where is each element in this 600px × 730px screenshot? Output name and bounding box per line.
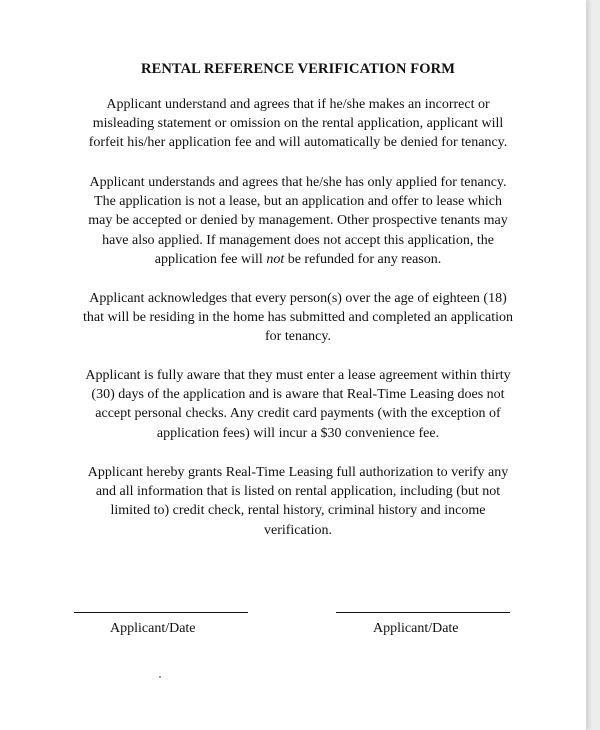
paragraph-line: The application is not a lease, but an application and offer to lease which — [94, 194, 502, 210]
signature-line-left — [74, 612, 248, 613]
fee-text-after: be refunded for any reason. — [284, 251, 442, 267]
paragraph-line: and all information that is listed on rental application, including (but not — [95, 484, 501, 500]
paragraph-line — [60, 250, 536, 269]
paragraph-line: Applicant hereby grants Real-Time Leasing full authorization to verify any — [87, 465, 509, 480]
not-emphasis: not — [266, 251, 285, 267]
paragraph-line: limited to) credit check, rental history, criminal history and income — [110, 503, 486, 519]
paragraph-line: forfeit his/her application fee and will automatically be denied for tenancy. — [88, 135, 508, 151]
paragraph-adults — [60, 289, 536, 347]
paragraph-line: that will be residing in the home has submitted and completed an application — [82, 310, 513, 326]
fee-text-before: application fee will — [154, 251, 267, 267]
scan-speck — [159, 676, 161, 678]
signature-line-right — [336, 612, 510, 613]
paragraph-line: verification. — [263, 522, 333, 538]
signature-label-left: Applicant/Date — [110, 621, 196, 636]
paragraph-line: have also applied. If management does not accept this application, the — [102, 232, 494, 248]
signature-label-right: Applicant/Date — [373, 621, 459, 636]
paragraph-line: accept personal checks. Any credit card payments (with the exception of — [95, 406, 501, 422]
paragraph-line: Applicant acknowledges that every person(s) over the age of eighteen (18) — [89, 291, 507, 306]
paragraph-line: application fees) will incur a $30 convenience fee. — [156, 425, 440, 441]
paragraph-line: for tenancy. — [265, 329, 331, 345]
paragraph-line: Applicant understand and agrees that if he/she makes an incorrect or — [106, 97, 490, 112]
paragraph-line: misleading statement or omission on the rental application, applicant will — [92, 116, 504, 132]
paragraph-authorization — [60, 463, 536, 540]
paragraph-line: Applicant understands and agrees that he/she has only applied for tenancy. — [89, 175, 507, 190]
paragraph-line: Applicant is fully aware that they must enter a lease agreement within thirty — [85, 368, 511, 383]
paragraph-lease-agreement — [60, 366, 536, 443]
form-title: RENTAL REFERENCE VERIFICATION FORM — [141, 61, 455, 77]
paragraph-not-a-lease — [60, 173, 536, 269]
paragraph-line: (30) days of the application and is aware that Real-Time Leasing does not — [91, 387, 505, 403]
paragraph-misstatement — [60, 95, 536, 153]
paragraph-line: may be accepted or denied by management. Other prospective tenants may — [88, 213, 508, 229]
